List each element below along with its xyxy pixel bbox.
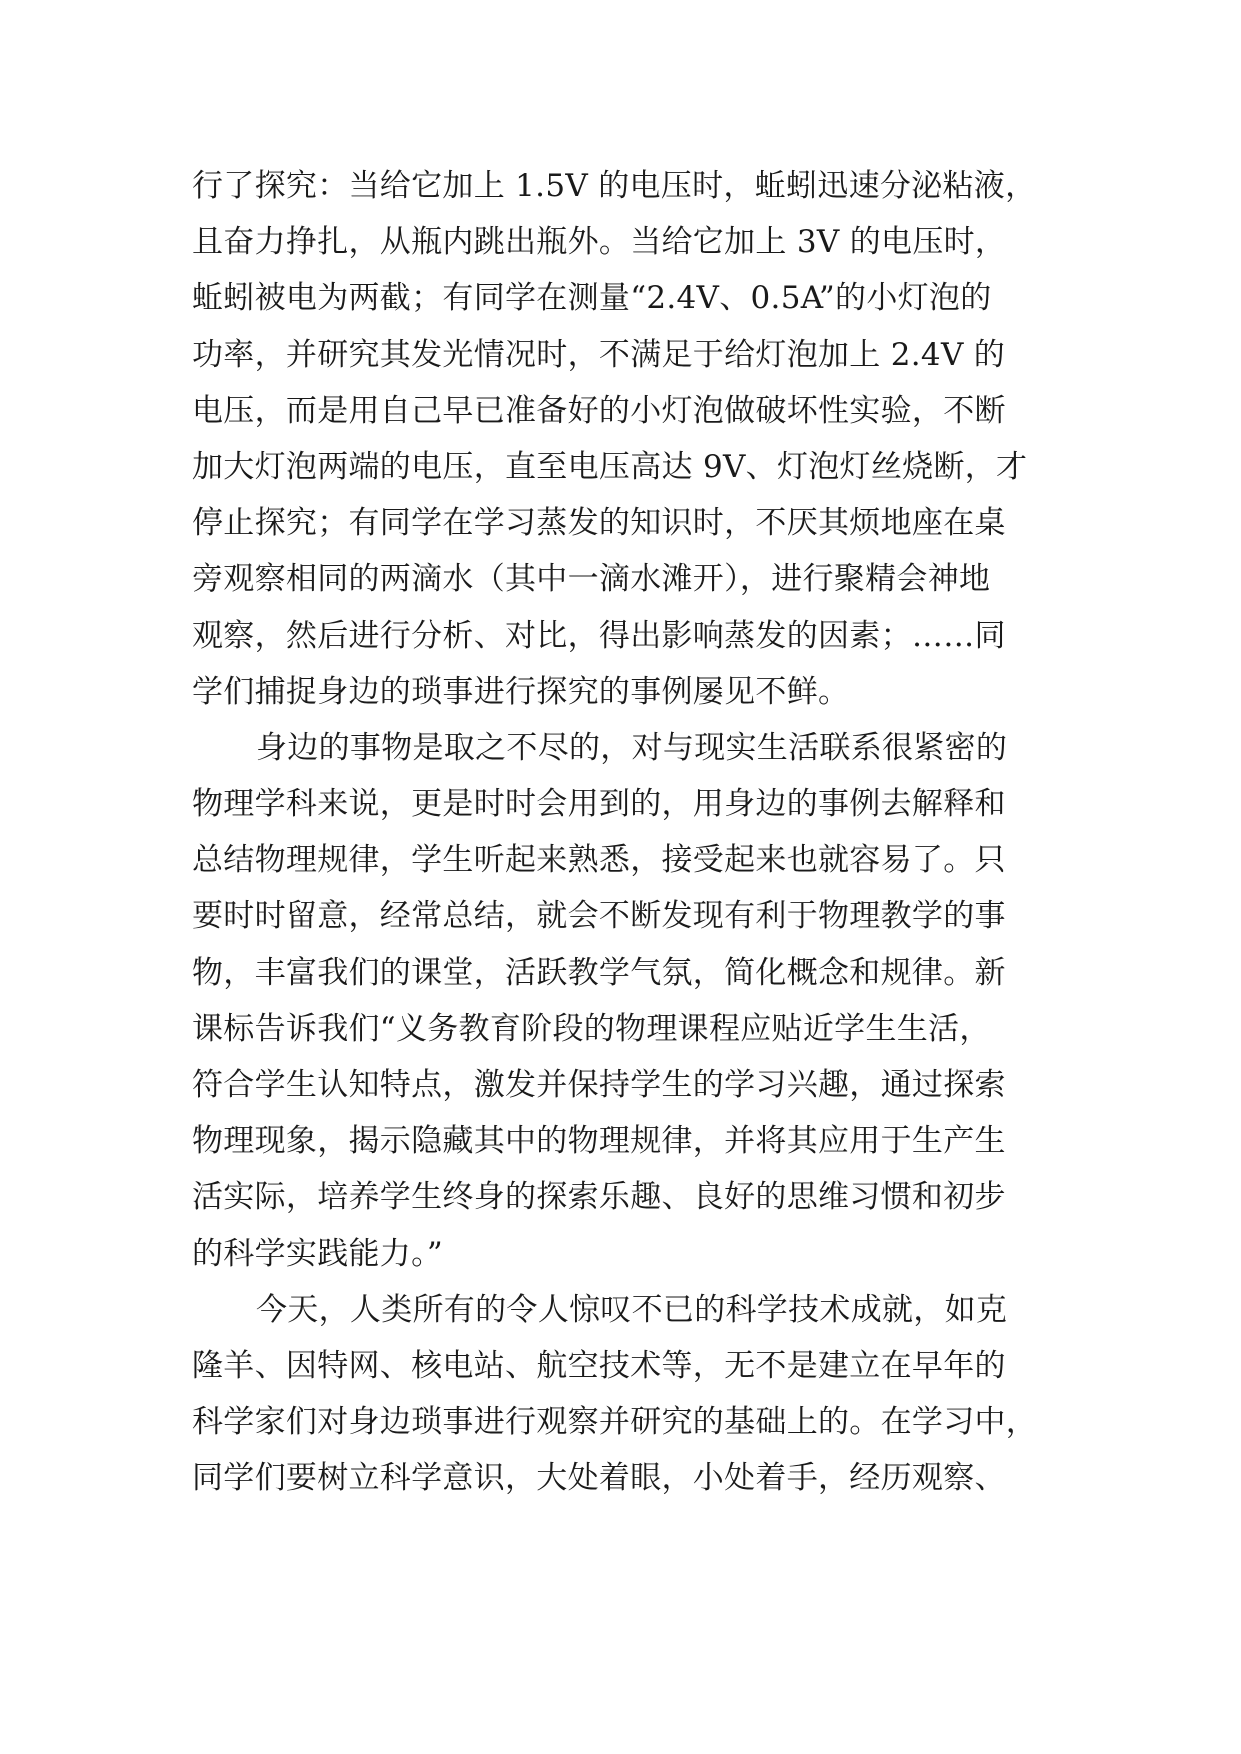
paragraph-line: 加大灯泡两端的电压，直至电压高达 9V、灯泡灯丝烧断，才 [192, 448, 1028, 485]
paragraph-line: 观察，然后进行分析、对比，得出影响蒸发的因素；……同 [192, 617, 1006, 654]
paragraph-line: 符合学生认知特点，激发并保持学生的学习兴趣，通过探索 [192, 1067, 1006, 1103]
paragraph-3 [192, 1282, 1092, 1507]
document-body [192, 158, 1092, 1507]
paragraph-line: 学们捕捉身边的琐事进行探究的事例屡见不鲜。 [192, 673, 850, 710]
paragraph-line: 同学们要树立科学意识，大处着眼，小处着手，经历观察、 [192, 1460, 1006, 1497]
paragraph-line: 的科学实践能力。” [192, 1235, 444, 1272]
paragraph-line: 物理现象，揭示隐藏其中的物理规律，并将其应用于生产生 [192, 1123, 1006, 1160]
paragraph-line: 电压，而是用自己早已准备好的小灯泡做破坏性实验，不断 [192, 392, 1006, 429]
paragraph-line: 物理学科来说，更是时时会用到的，用身边的事例去解释和 [192, 786, 1006, 823]
paragraph-first-line: 身边的事物是取之不尽的，对与现实生活联系很紧密的 [256, 729, 1008, 766]
paragraph-line: 科学家们对身边琐事进行观察并研究的基础上的。在学习中， [192, 1404, 1038, 1441]
paragraph-line: 物，丰富我们的课堂，活跃教学气氛，简化概念和规律。新 [192, 954, 1006, 991]
paragraph-1 [192, 158, 1092, 720]
paragraph-line: 功率，并研究其发光情况时，不满足于给灯泡加上 2.4V 的 [192, 336, 1006, 373]
paragraph-line: 隆羊、因特网、核电站、航空技术等，无不是建立在早年的 [192, 1347, 1006, 1384]
paragraph-line: 停止探究；有同学在学习蒸发的知识时，不厌其烦地座在桌 [192, 505, 1006, 542]
paragraph-line: 总结物理规律，学生听起来熟悉，接受起来也就容易了。只 [192, 842, 1006, 879]
paragraph-line: 活实际，培养学生终身的探索乐趣、良好的思维习惯和初步 [192, 1179, 1006, 1216]
paragraph-line: 课标告诉我们“义务教育阶段的物理课程应贴近学生生活， [192, 1010, 991, 1047]
paragraph-line: 蚯蚓被电为两截；有同学在测量“2.4V、0.5A”的小灯泡的 [192, 280, 992, 317]
paragraph-first-line: 今天，人类所有的令人惊叹不已的科学技术成就，如克 [256, 1291, 1008, 1328]
paragraph-line: 且奋力挣扎，从瓶内跳出瓶外。当给它加上 3V 的电压时， [192, 224, 1007, 261]
paragraph-2 [192, 720, 1092, 1282]
paragraph-line: 旁观察相同的两滴水（其中一滴水滩开），进行聚精会神地 [192, 561, 991, 598]
paragraph-line: 行了探究：当给它加上 1.5V 的电压时，蚯蚓迅速分泌粘液， [192, 168, 1037, 204]
paragraph-line: 要时时留意，经常总结，就会不断发现有利于物理教学的事 [192, 898, 1006, 935]
